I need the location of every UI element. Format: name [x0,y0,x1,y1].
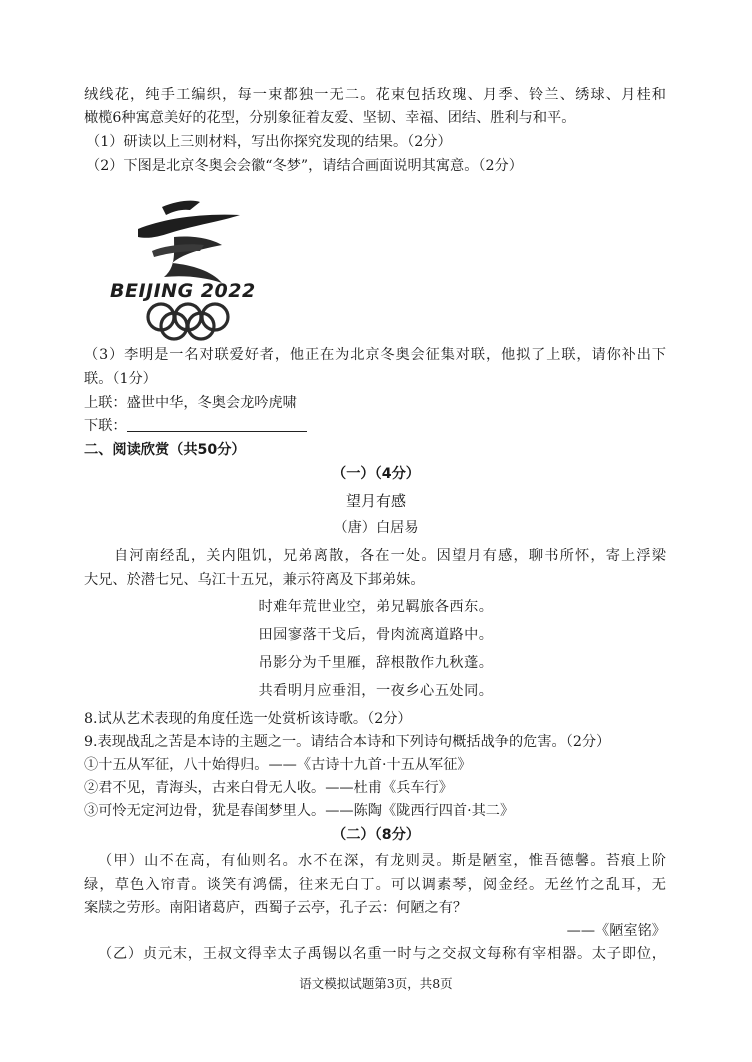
text-line: 橄榄6种寓意美好的花型，分别象征着友爱、坚韧、幸福、团结、胜利与和平。 [84,110,576,126]
citation: ③可怜无定河边骨，犹是春闺梦里人。——陈陶《陇西行四首·其二》 [84,803,515,819]
question-8: 8.试从艺术表现的角度任选一处赏析该诗歌。（2分） [84,711,412,727]
poem-preface: 自河南经乱，关内阻饥，兄弟离散，各在一处。因望月有感，聊书所怀，寄上浮梁 [114,548,666,564]
poem-line: 共看明月应垂泪，一夜乡心五处同。 [258,683,494,699]
answer-blank [127,417,307,432]
poem-line: 吊影分为千里雁，辞根散作九秋蓬。 [258,655,494,671]
upper-couplet: 上联：盛世中华，冬奥会龙吟虎啸 [84,395,297,411]
question-9: 9.表现战乱之苦是本诗的主题之一。请结合本诗和下列诗句概括战争的危害。（2分） [84,734,611,750]
part-1-heading: （一）（4分） [332,466,420,482]
poem-title: 望月有感 [345,492,406,510]
question-3: （3）李明是一名对联爱好者，他正在为北京冬奥会征集对联，他拟了上联，请你补出下 [84,347,666,363]
beijing-2022-emblem [104,193,284,343]
poem-preface: 大兄、於潜七兄、乌江十五兄，兼示符离及下邽弟妹。 [84,572,425,588]
citation: ②君不见，青海头，古来白骨无人收。——杜甫《兵车行》 [84,780,453,796]
text-line: 绿，草色入帘青。谈笑有鸿儒，往来无白丁。可以调素琴，阅金经。无丝竹之乱耳，无 [84,877,666,893]
olympic-rings-icon [148,304,228,339]
wordmark: BEIJING 2022 [110,280,256,302]
source-attribution: ——《陋室铭》 [566,923,666,939]
poem-author: （唐）白居易 [333,520,419,536]
text-line: （甲）山不在高，有仙则名。水不在深，有龙则灵。斯是陋室，惟吾德馨。苔痕上阶 [98,853,666,869]
text-line: 绒线花，纯手工编织，每一束都独一无二。花束包括玫瑰、月季、铃兰、绣球、月桂和 [84,87,666,103]
lower-couplet-label: 下联： [84,418,127,434]
poem-line: 时难年荒世业空，弟兄羁旅各西东。 [258,599,494,615]
question-1: （1）研读以上三则材料，写出你探究发现的结果。（2分） [86,134,452,150]
text-line: （乙）贞元末，王叔文得幸太子禹锡以名重一时与之交叔文每称有宰相器。太子即位， [98,946,666,962]
page-footer: 语文模拟试题第3页，共8页 [299,976,453,991]
emblem-mark [138,201,240,283]
citation: ①十五从军征，八十始得归。——《古诗十九首·十五从军征》 [84,757,472,773]
part-2-heading: （二）（8分） [332,827,420,843]
lower-couplet [84,417,307,435]
text-line: 联。（1分） [84,371,157,387]
section-2-heading: 二、阅读欣赏（共50分） [84,442,246,458]
poem-line: 田园寥落干戈后，骨肉流离道路中。 [258,627,494,643]
text-line: 案牍之劳形。南阳诸葛庐，西蜀子云亭，孔子云：何陋之有？ [84,900,468,916]
question-2: （2）下图是北京冬奥会会徽“冬梦”，请结合画面说明其寓意。（2分） [86,158,523,174]
